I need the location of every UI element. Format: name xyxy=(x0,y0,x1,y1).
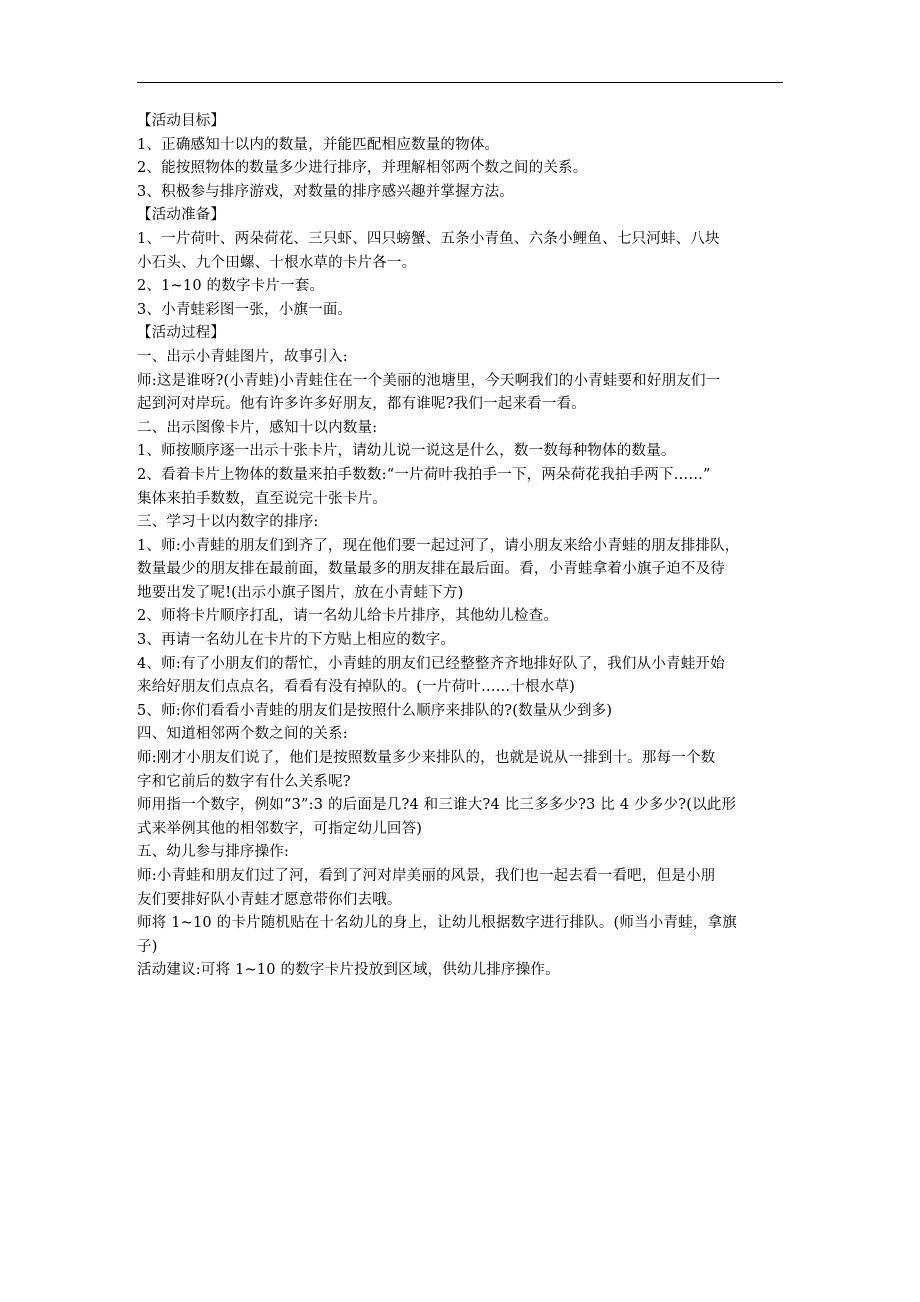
text-line: 5、师:你们看看小青蛙的朋友们是按照什么顺序来排队的?(数量从少到多) xyxy=(137,702,613,719)
text-line: 1、师:小青蛙的朋友们到齐了，现在他们要一起过河了，请小朋友来给小青蛙的朋友排排队， xyxy=(137,537,740,554)
header-rule xyxy=(137,82,783,83)
text-line: 起到河对岸玩。他有许多许多好朋友，都有谁呢?我们一起来看一看。 xyxy=(137,396,586,413)
section-heading-goals: 【活动目标】 xyxy=(137,113,226,129)
text-line: 3、再请一名幼儿在卡片的下方贴上相应的数字。 xyxy=(137,632,456,649)
section-heading-preparation: 【活动准备】 xyxy=(137,207,226,224)
text-line: 1、一片荷叶、两朵荷花、三只虾、四只螃蟹、五条小青鱼、六条小鲤鱼、七只河蚌、八块 xyxy=(137,230,720,247)
text-line: 地要出发了呢!(出示小旗子图片，放在小青蛙下方) xyxy=(137,584,464,601)
text-line: 式来举例其他的相邻数字，可指定幼儿回答) xyxy=(137,820,423,837)
document-body xyxy=(137,110,787,983)
text-line: 3、小青蛙彩图一张，小旗一面。 xyxy=(137,301,353,318)
text-line: 二、出示图像卡片，感知十以内数量: xyxy=(137,419,378,436)
text-line: 师将 1~10 的卡片随机贴在十名幼儿的身上，让幼儿根据数字进行排队。(师当小青蛙，拿旗 xyxy=(137,915,737,932)
text-line: 友们要排好队小青蛙才愿意带你们去哦。 xyxy=(137,891,402,908)
text-line: 2、看着卡片上物体的数量来拍手数数:“一片荷叶我拍手一下，两朵荷花我拍手两下……” xyxy=(137,466,711,483)
text-line: 师:这是谁呀?(小青蛙)小青蛙住在一个美丽的池塘里，今天啊我们的小青蛙要和好朋友们一 xyxy=(137,372,721,389)
text-line: 数量最少的朋友排在最前面，数量最多的朋友排在最后面。看，小青蛙拿着小旗子迫不及待 xyxy=(137,561,725,578)
text-line: 2、能按照物体的数量多少进行排序，并理解相邻两个数之间的关系。 xyxy=(137,160,588,177)
text-line: 来给好朋友们点点名，看看有没有掉队的。(一片荷叶……十根水草) xyxy=(137,679,576,696)
activity-suggestion: 活动建议:可将 1~10 的数字卡片投放到区域，供幼儿排序操作。 xyxy=(137,962,560,979)
text-line: 小石头、九个田螺、十根水草的卡片各一。 xyxy=(137,254,417,271)
text-line: 集体来拍手数数，直至说完十张卡片。 xyxy=(137,490,387,507)
text-line: 三、学习十以内数字的排序: xyxy=(137,514,319,531)
text-line: 3、积极参与排序游戏，对数量的排序感兴趣并掌握方法。 xyxy=(137,183,514,200)
text-line: 字和它前后的数字有什么关系呢? xyxy=(137,773,351,790)
text-line: 2、师将卡片顺序打乱，请一名幼儿给卡片排序，其他幼儿检查。 xyxy=(137,608,559,625)
text-line: 1、师按顺序逐一出示十张卡片，请幼儿说一说这是什么，数一数每种物体的数量。 xyxy=(137,443,676,460)
text-line: 4、师:有了小朋友们的帮忙，小青蛙的朋友们已经整整齐齐地排好队了，我们从小青蛙开始 xyxy=(137,655,725,672)
text-line: 1、正确感知十以内的数量，并能匹配相应数量的物体。 xyxy=(137,136,500,153)
text-line: 一、出示小青蛙图片，故事引入: xyxy=(137,348,348,365)
text-line: 五、幼儿参与排序操作: xyxy=(137,844,290,861)
text-line: 师:小青蛙和朋友们过了河，看到了河对岸美丽的风景，我们也一起去看一看吧，但是小朋 xyxy=(137,868,716,884)
text-line: 师:刚才小朋友们说了，他们是按照数量多少来排队的，也就是说从一排到十。那每一个数 xyxy=(137,750,716,767)
text-line: 四、知道相邻两个数之间的关系: xyxy=(137,726,348,743)
text-line: 子) xyxy=(137,938,158,955)
text-line: 师用指一个数字，例如“3”:3 的后面是几?4 和三谁大?4 比三多多少?3 比 4 少多少?(以此形 xyxy=(137,797,737,814)
text-line: 2、1~10 的数字卡片一套。 xyxy=(137,278,325,295)
section-heading-process: 【活动过程】 xyxy=(137,325,226,342)
